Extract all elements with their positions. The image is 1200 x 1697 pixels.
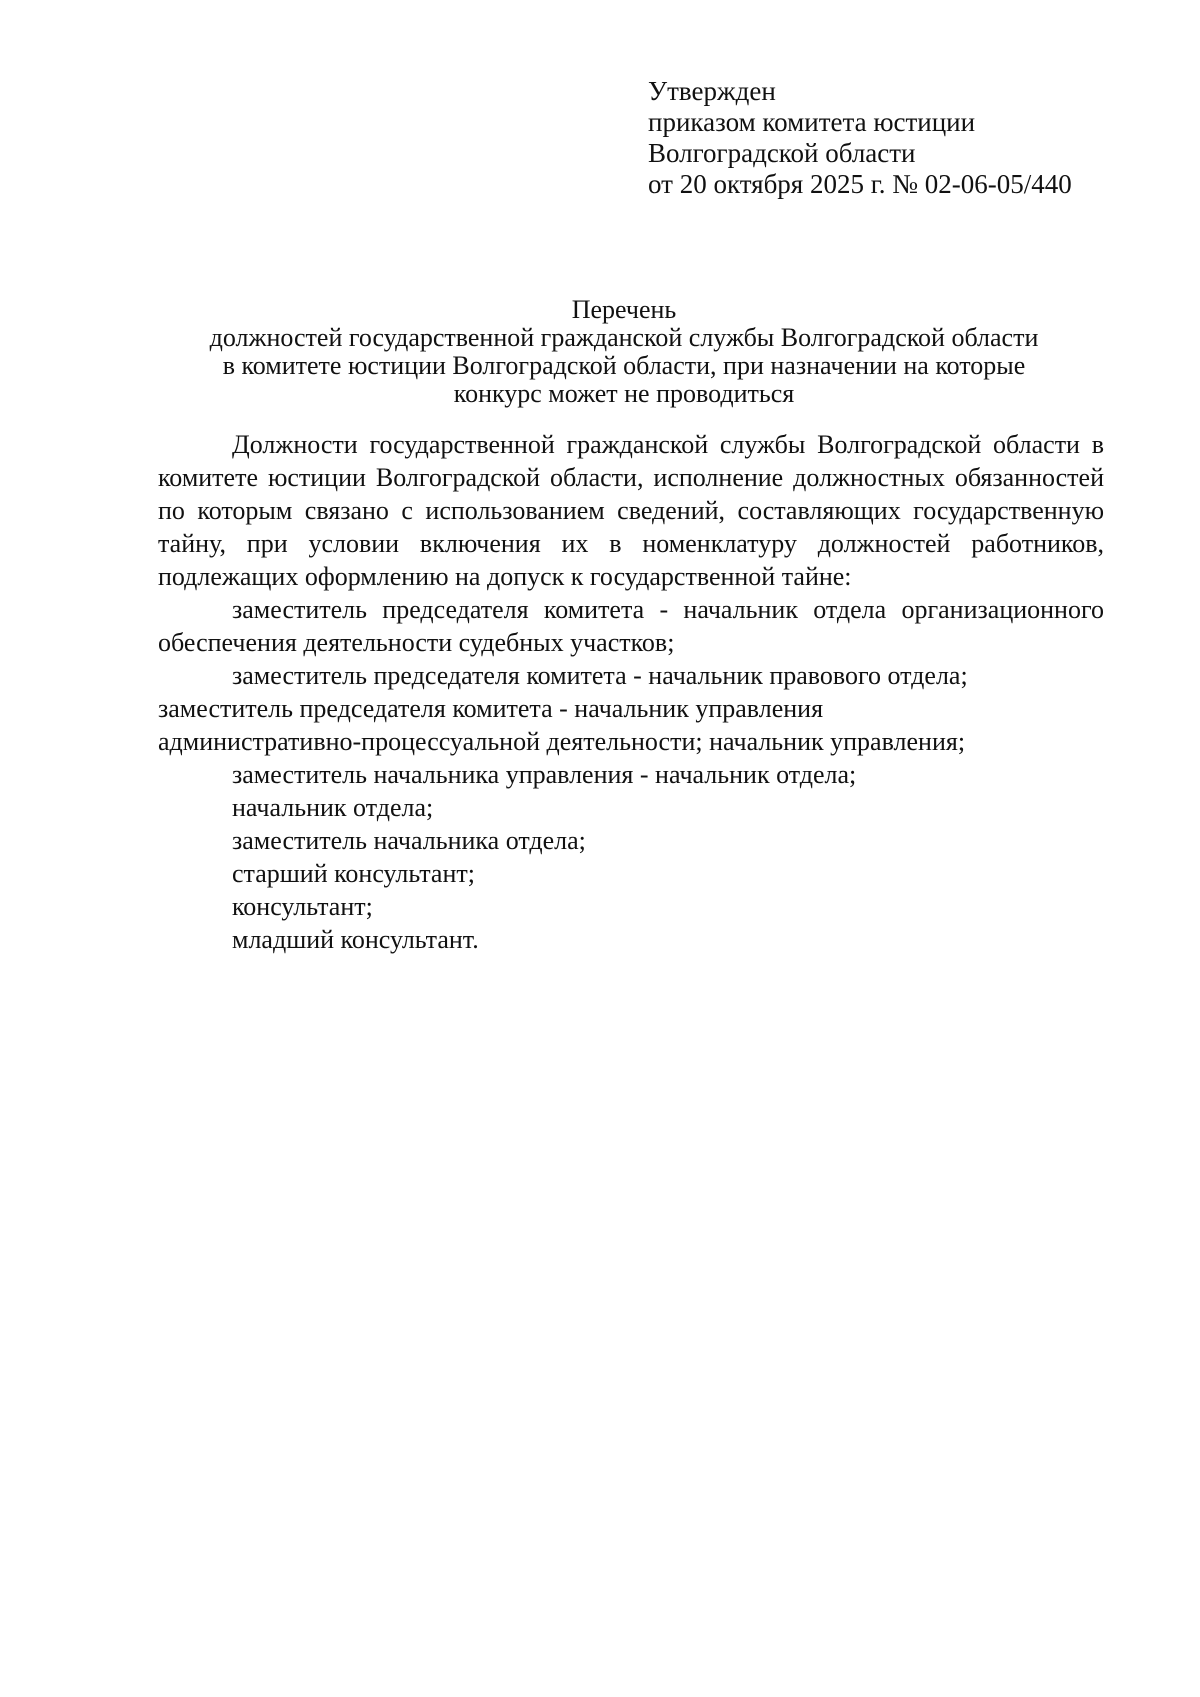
position-item-1: заместитель председателя комитета - начальник отдела организационного обеспечения деятельности судебных участков; [158, 595, 1104, 657]
approval-line-order: приказом комитета юстиции [648, 107, 976, 137]
document-body [158, 428, 1104, 956]
position-item-7: старший консультант; [232, 859, 475, 888]
position-item-3-line-2: административно-процессуальной деятельности; начальник управления; [158, 727, 966, 756]
approval-line-date-number: от 20 октября 2025 г. № 02-06-05/440 [648, 169, 1072, 199]
position-item-4: заместитель начальника управления - начальник отдела; [232, 760, 857, 789]
title-line-1: должностей государственной гражданской службы Волгоградской области [209, 323, 1039, 352]
title-line-2: в комитете юстиции Волгоградской области, при назначении на которые [222, 351, 1026, 380]
approval-line-region: Волгоградской области [648, 138, 916, 168]
document-title [150, 296, 1098, 408]
title-heading: Перечень [571, 295, 677, 324]
approval-line-approved: Утвержден [648, 76, 776, 106]
position-item-6: заместитель начальника отдела; [232, 826, 586, 855]
intro-paragraph: Должности государственной гражданской службы Волгоградской области в комитете юстиции Волгоградской области, исполнение должностных обязанностей по которым связано с использованием сведений, составляющих государственную тайну, при условии включения их в номенклатуру должностей работников, подлежащих оформлению на допуск к государственной тайне: [158, 430, 1104, 591]
position-item-9: младший консультант. [232, 925, 479, 954]
position-item-5: начальник отдела; [232, 793, 434, 822]
title-line-3: конкурс может не проводиться [453, 379, 795, 408]
approval-stamp-block [648, 76, 1168, 200]
position-item-2: заместитель председателя комитета - начальник правового отдела; [232, 661, 968, 690]
position-item-3-line-1: заместитель председателя комитета - начальник управления [158, 694, 824, 723]
position-item-8: консультант; [232, 892, 373, 921]
